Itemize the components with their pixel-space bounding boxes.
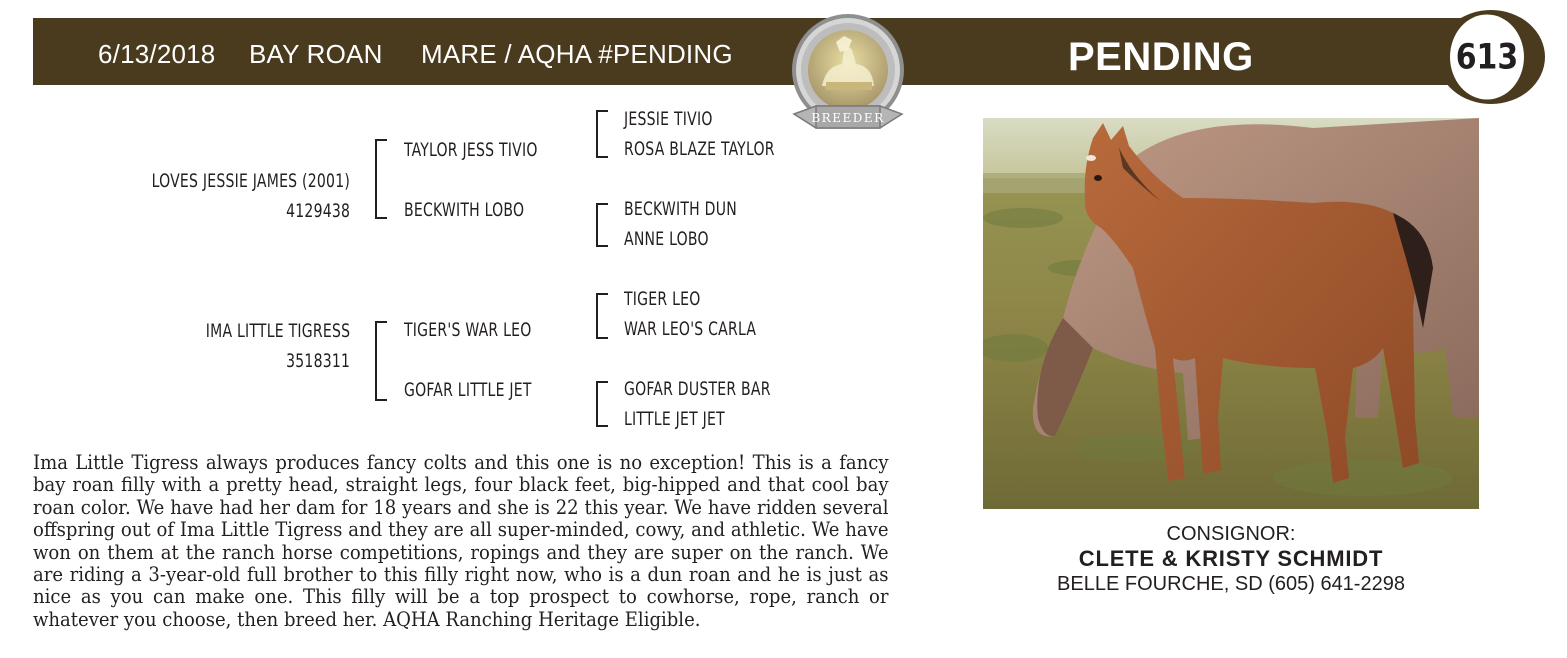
breeder-seal-label: BREEDER xyxy=(811,111,885,125)
breeder-seal-icon xyxy=(786,6,930,146)
sire-dam: BECKWITH LOBO xyxy=(404,199,525,221)
horse-color: BAY ROAN xyxy=(249,39,383,69)
dam-name: IMA LITTLE TIGRESS xyxy=(205,320,350,342)
pedigree-bracket xyxy=(375,321,387,401)
consignor-location: BELLE FOURCHE, SD (605) 641-2298 xyxy=(1057,573,1405,595)
dam-dam: GOFAR LITTLE JET xyxy=(404,379,532,401)
sire-name: LOVES JESSIE JAMES (2001) xyxy=(151,170,350,192)
dam-registration: 3518311 xyxy=(285,350,350,372)
dam-dam-dam: LITTLE JET JET xyxy=(624,408,725,430)
pedigree-bracket xyxy=(375,139,387,219)
dam-sire-dam: WAR LEO'S CARLA xyxy=(624,318,757,340)
sire-dam-sire: BECKWITH DUN xyxy=(624,198,737,220)
dam-sire: TIGER'S WAR LEO xyxy=(404,319,532,341)
sire-sire-sire: JESSIE TIVIO xyxy=(624,108,713,130)
dam-sire-sire: TIGER LEO xyxy=(624,288,701,310)
sire-dam-dam: ANNE LOBO xyxy=(624,228,709,250)
pedigree-bracket xyxy=(596,110,608,158)
foal-date: 6/13/2018 xyxy=(98,39,216,69)
sale-status: PENDING xyxy=(1068,35,1254,79)
lot-number: 613 xyxy=(1450,14,1524,99)
horse-photo xyxy=(983,118,1479,509)
sire-sire-dam: ROSA BLAZE TAYLOR xyxy=(624,138,775,160)
pedigree-bracket xyxy=(596,203,608,247)
sex-registry: MARE / AQHA #PENDING xyxy=(421,39,733,69)
pedigree-bracket xyxy=(596,293,608,339)
pedigree-bracket xyxy=(596,381,608,427)
dam-dam-sire: GOFAR DUSTER BAR xyxy=(624,378,771,400)
consignor-label: CONSIGNOR: xyxy=(1166,523,1296,545)
consignor-name: CLETE & KRISTY SCHMIDT xyxy=(1078,546,1384,571)
sire-registration: 4129438 xyxy=(285,200,350,222)
sire-sire: TAYLOR JESS TIVIO xyxy=(404,139,538,161)
horse-description: Ima Little Tigress always produces fancy colts and this one is no exception! This is a fancy bay roan filly with a pretty head, straight legs, four black feet, big-hipped and that cool bay roan color. We have had her dam for 18 years and she is 22 this year. We have ridden several offspring out of Ima Little Tigress and they are all super-minded, cowy, and athletic. We have won on them at the ranch horse competitions, ropings and they are super on the ranch. We are riding a 3-year-old full brother to this filly right now, who is a dun roan and he is just as nice as you can make one. This filly will be a top prospect to cowhorse, rope, ranch or whatever you choose, then breed her. AQHA Ranching Heritage Eligible. xyxy=(33,451,889,631)
